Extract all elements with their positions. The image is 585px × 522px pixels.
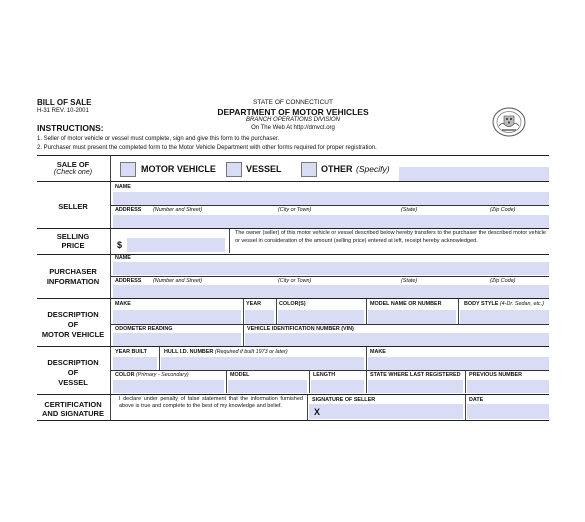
mv-model-label: MODEL NAME OR NUMBER	[370, 301, 442, 307]
mv-body-style-hint: (4-Dr. Sedan, etc.)	[499, 301, 544, 307]
hull-id-hint: (Required if built 1973 or later)	[214, 349, 288, 355]
purchaser-address-label: ADDRESS	[115, 278, 142, 284]
vessel-divider-3	[226, 371, 227, 393]
seller-name-label: NAME	[115, 184, 131, 190]
seller-city-hint: (City or Town)	[278, 207, 312, 213]
odometer-field[interactable]	[113, 333, 241, 346]
vessel-divider-1	[159, 347, 160, 371]
previous-number-label: PREVIOUS NUMBER	[469, 372, 523, 378]
cert-divider-1	[307, 395, 308, 420]
sale-of-bottom-rule	[37, 181, 549, 182]
mv-body-style-text: BODY STYLE	[464, 301, 499, 307]
seller-address-label: ADDRESS	[115, 207, 142, 213]
currency-symbol: $	[117, 240, 123, 250]
mv-body-style-label	[464, 301, 544, 307]
other-option-label: OTHER	[321, 164, 353, 174]
selling-price-label-2: PRICE	[61, 241, 85, 250]
purchaser-label-2: INFORMATION	[46, 277, 100, 286]
vessel-model-label: MODEL	[230, 372, 250, 378]
price-divider	[229, 229, 230, 253]
vessel-divider-4	[309, 371, 310, 393]
mv-bottom-rule	[37, 346, 549, 347]
signature-x-mark: X	[314, 407, 321, 417]
signature-field[interactable]	[309, 404, 463, 419]
vessel-row-rule	[111, 370, 549, 371]
vessel-color-hint: (Primary - Secondary)	[135, 372, 189, 378]
purchaser-bottom-rule	[37, 298, 549, 299]
mv-section-label-1: DESCRIPTION	[47, 310, 99, 319]
mv-divider-3	[366, 299, 367, 325]
vessel-bottom-rule	[37, 394, 549, 395]
price-bottom-rule	[37, 254, 549, 255]
state-seal-icon	[489, 106, 529, 138]
certification-label-2: AND SIGNATURE	[42, 409, 104, 418]
seller-address-field[interactable]	[113, 215, 549, 228]
sale-of-hint: (Check one)	[53, 169, 93, 176]
other-checkbox[interactable]	[301, 162, 317, 177]
doc-title: BILL OF SALE	[37, 98, 92, 107]
other-specify-field[interactable]	[399, 167, 549, 181]
previous-number-field[interactable]	[467, 380, 549, 393]
purchaser-zip-hint: (Zip Code)	[490, 278, 516, 284]
vessel-color-text: COLOR	[115, 372, 135, 378]
vessel-section-label-1: DESCRIPTION	[47, 358, 99, 367]
hull-id-field[interactable]	[161, 357, 364, 370]
instruction-1: 1. Seller of motor vehicle or vessel must complete, sign and give this form to the purchaser.	[37, 136, 280, 142]
purchaser-city-hint: (City or Town)	[278, 278, 312, 284]
division-name: BRANCH OPERATIONS DIVISION	[246, 117, 340, 123]
instruction-2: 2. Purchaser must present the completed form to the Motor Vehicle Department with other forms required for proper registration.	[37, 145, 377, 151]
mv-section-label-2: OF	[67, 320, 79, 329]
department-name: DEPARTMENT OF MOTOR VEHICLES	[217, 107, 369, 117]
form-number: H-31 REV. 10-2001	[37, 108, 89, 114]
certification-statement: I declare under penalty of false statement that the information furnished above is true and complete to the best of my knowledge and belief.	[119, 396, 303, 410]
mv-year-label: YEAR	[246, 301, 261, 307]
label-column-divider	[110, 156, 111, 420]
mv-row-rule	[111, 324, 549, 325]
date-label: DATE	[469, 397, 484, 403]
vessel-checkbox[interactable]	[226, 162, 242, 177]
vessel-length-label: LENGTH	[313, 372, 336, 378]
vin-field[interactable]	[245, 333, 549, 346]
odometer-label: ODOMETER READING	[115, 326, 173, 332]
mv-colors-field[interactable]	[278, 310, 364, 324]
mv-divider-5	[243, 325, 244, 346]
vessel-model-field[interactable]	[228, 380, 307, 393]
seller-zip-hint: (Zip Code)	[490, 207, 516, 213]
transfer-statement: The owner (seller) of this motor vehicle or vessel described below hereby transfers to the purchaser the described motor vehicle or vessel in consideration of the amount (selling price) entered at left, receipt hereby acknowledged.	[235, 230, 546, 244]
seller-row-rule	[111, 205, 549, 206]
sale-of-label: SALE OF	[56, 160, 90, 169]
purchaser-address-field[interactable]	[113, 285, 549, 298]
seller-bottom-rule	[37, 228, 549, 229]
state-registered-label: STATE WHERE LAST REGISTERED	[370, 372, 461, 378]
mv-body-style-field[interactable]	[460, 310, 549, 324]
purchaser-row-rule	[111, 276, 549, 277]
mv-section-label-3: MOTOR VEHICLE	[41, 330, 105, 339]
state-name: STATE OF CONNECTICUT	[253, 99, 333, 106]
year-built-label: YEAR BUILT	[115, 349, 147, 355]
table-bottom-rule	[37, 420, 549, 421]
purchaser-street-hint: (Number and Street)	[153, 278, 203, 284]
vessel-make-field[interactable]	[368, 357, 549, 370]
selling-price-label-1: SELLING	[56, 232, 90, 241]
hull-id-label	[164, 349, 288, 355]
vessel-divider-6	[465, 371, 466, 393]
table-top-rule	[37, 155, 549, 156]
mv-model-field[interactable]	[368, 310, 456, 324]
hull-id-text: HULL I.D. NUMBER	[164, 349, 214, 355]
website: On The Web At http://dmvct.org	[251, 125, 335, 131]
mv-year-field[interactable]	[245, 310, 274, 324]
mv-colors-label: COLOR(S)	[279, 301, 306, 307]
seller-state-hint: (State)	[401, 207, 418, 213]
purchaser-name-label: NAME	[115, 255, 131, 261]
vessel-divider-2	[366, 347, 367, 371]
date-field[interactable]	[467, 404, 549, 419]
vessel-divider-5	[366, 371, 367, 393]
vessel-color-field[interactable]	[113, 380, 224, 393]
vessel-option-label: VESSEL	[246, 164, 282, 174]
cert-divider-2	[465, 395, 466, 420]
other-specify-hint: (Specify)	[356, 164, 390, 174]
certification-label-1: CERTIFICATION	[44, 400, 102, 409]
mv-divider-4	[458, 299, 459, 325]
mv-divider-2	[276, 299, 277, 325]
instructions-heading: INSTRUCTIONS:	[37, 123, 104, 133]
vessel-length-field[interactable]	[311, 380, 364, 393]
mv-make-label: MAKE	[115, 301, 131, 307]
vessel-color-label	[115, 372, 189, 378]
mv-divider-1	[243, 299, 244, 325]
mv-make-field[interactable]	[113, 310, 241, 324]
year-built-field[interactable]	[113, 357, 157, 370]
motor-vehicle-checkbox[interactable]	[120, 162, 136, 177]
vin-label: VEHICLE IDENTIFICATION NUMBER (VIN)	[247, 326, 354, 332]
motor-vehicle-option-label: MOTOR VEHICLE	[141, 164, 216, 174]
purchaser-label-1: PURCHASER	[49, 267, 97, 276]
signature-label: SIGNATURE OF SELLER	[312, 397, 376, 403]
purchaser-state-hint: (State)	[401, 278, 418, 284]
purchaser-name-field[interactable]	[113, 262, 549, 275]
selling-price-field[interactable]	[127, 238, 225, 252]
seller-section-label: SELLER	[58, 202, 88, 211]
seller-street-hint: (Number and Street)	[153, 207, 203, 213]
seller-name-field[interactable]	[113, 192, 549, 205]
vessel-section-label-3: VESSEL	[58, 378, 88, 387]
vessel-make-label: MAKE	[370, 349, 386, 355]
vessel-section-label-2: OF	[67, 368, 79, 377]
state-registered-field[interactable]	[368, 380, 463, 393]
